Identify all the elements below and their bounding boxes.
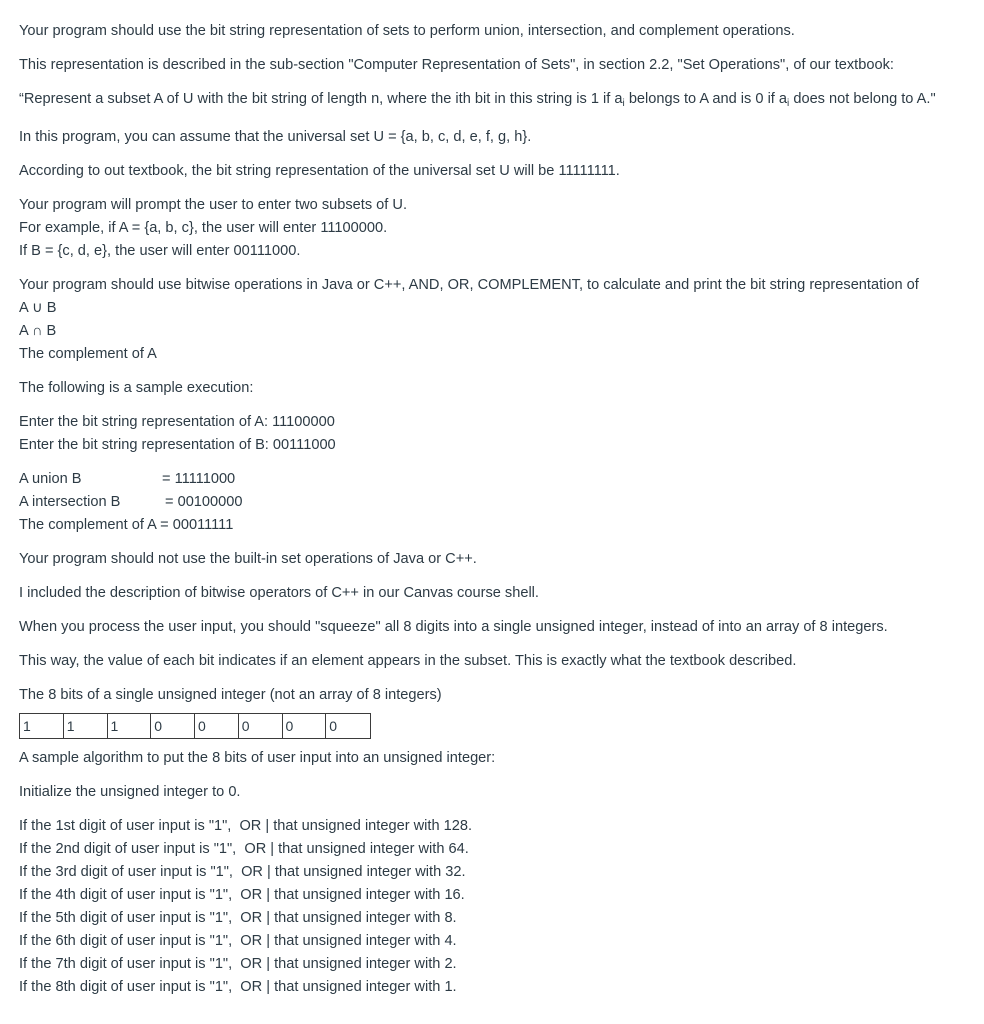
sample-input [19,411,984,457]
output-label: A union B [19,471,82,487]
output-value: = 11111000 [162,471,236,487]
output-label: The complement of A [19,517,157,533]
algorithm-step: If the 1st digit of user input is "1", OR | that unsigned integer with 128. [19,818,473,834]
input-line-a: Enter the bit string representation of A: 11100000 [19,414,335,430]
output-line [19,514,984,537]
algorithm-heading: A sample algorithm to put the 8 bits of user input into an unsigned integer: [19,750,496,766]
no-builtin-note: Your program should not use the built-in set operations of Java or C++. [19,551,477,567]
output-value: = 00100000 [165,494,243,510]
sample-output [19,468,984,537]
initialize-step: Initialize the unsigned integer to 0. [19,784,241,800]
intersection-label: A ∩ B [19,323,57,339]
algorithm-step: If the 7th digit of user input is "1", OR | that unsigned integer with 2. [19,956,457,972]
output-line [19,468,984,491]
bit-table [19,713,371,739]
prompt-paragraph [19,194,984,263]
text-line: Your program will prompt the user to enter two subsets of U. [19,197,407,213]
algorithm-step: If the 5th digit of user input is "1", OR | that unsigned integer with 8. [19,910,457,926]
output-label: A intersection B [19,494,121,510]
bit-cell: 1 [108,714,152,738]
algorithm-steps [19,815,984,999]
algorithm-step: If the 3rd digit of user input is "1", OR | that unsigned integer with 32. [19,864,466,880]
text-line: If B = {c, d, e}, the user will enter 00111000. [19,243,301,259]
bit-cell: 0 [329,718,338,734]
sample-execution-heading: The following is a sample execution: [19,380,254,396]
union-label: A ∪ B [19,300,57,316]
textbook-quote: “Represent a subset A of U with the bit string of length n, where the ith bit in this string is 1 if $a_i$ belongs to A and is 0 if $a_i$ does not belong to A." [19,91,936,109]
textbook-reference: This representation is described in the sub-section "Computer Representation of Sets", in section 2.2, "Set Operations", of our textbook: [19,57,894,73]
algorithm-step: If the 8th digit of user input is "1", OR | that unsigned integer with 1. [19,979,457,995]
bit-meaning-note: This way, the value of each bit indicates if an element appears in the subset. This is exactly what the textbook described. [19,653,797,669]
canvas-note: I included the description of bitwise operators of C++ in our Canvas course shell. [19,585,539,601]
squeeze-note: When you process the user input, you should "squeeze" all 8 digits into a single unsigned integer, instead of into an array of 8 integers. [19,619,888,635]
bit-cell: 0 [195,714,239,738]
bit-cell: 1 [20,714,64,738]
output-line [19,491,984,514]
complement-label: The complement of A [19,346,157,362]
operations-paragraph [19,274,984,366]
text-line: For example, if A = {a, b, c}, the user will enter 11100000. [19,220,388,236]
input-line-b: Enter the bit string representation of B: 00111000 [19,437,336,453]
bit-cell: 0 [239,714,283,738]
universal-bitstring-text: According to out textbook, the bit string representation of the universal set U will be 11111111. [19,163,620,179]
universal-set-text: In this program, you can assume that the universal set U = {a, b, c, d, e, f, g, h}. [19,129,532,145]
algorithm-step: If the 2nd digit of user input is "1", OR | that unsigned integer with 64. [19,841,469,857]
output-value: = 00011111 [160,517,234,533]
algorithm-step: If the 6th digit of user input is "1", OR | that unsigned integer with 4. [19,933,457,949]
bit-cell: 0 [151,714,195,738]
bit-cell: 1 [64,714,108,738]
intro-paragraph: Your program should use the bit string representation of sets to perform union, intersection, and complement operations. [19,23,795,39]
bits-caption: The 8 bits of a single unsigned integer (not an array of 8 integers) [19,687,442,703]
bit-cell: 0 [283,714,327,738]
algorithm-step: If the 4th digit of user input is "1", OR | that unsigned integer with 16. [19,887,465,903]
text-line: Your program should use bitwise operations in Java or C++, AND, OR, COMPLEMENT, to calculate and print the bit string representation of [19,277,919,293]
